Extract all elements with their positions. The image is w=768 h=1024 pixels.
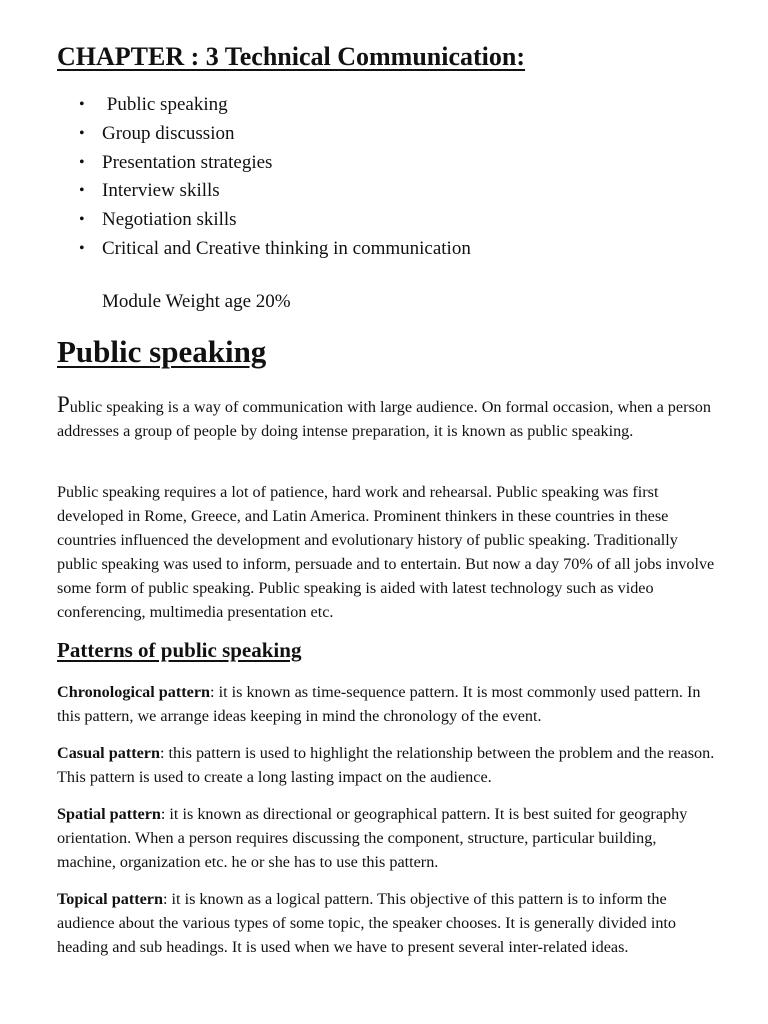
list-item — [57, 120, 471, 149]
pattern-description: : it is known as directional or geographical pattern. It is best suited for geography orientation. When a person requires discussing the component, structure, particular building, machine, organization etc. he or she has to use this pattern. — [57, 805, 688, 871]
bullet-icon: • — [79, 239, 85, 257]
pattern-spatial — [57, 802, 717, 874]
bullet-icon: • — [79, 211, 85, 229]
pattern-term: Topical pattern — [57, 890, 163, 908]
list-item — [57, 206, 471, 235]
topic-label: Public speaking — [102, 94, 228, 115]
section-title-public-speaking: Public speaking — [57, 334, 267, 369]
list-item — [57, 177, 471, 206]
list-item — [57, 91, 471, 120]
list-item — [57, 149, 471, 178]
bullet-icon: • — [79, 124, 85, 142]
pattern-term: Spatial pattern — [57, 805, 161, 823]
pattern-term: Chronological pattern — [57, 683, 211, 701]
patterns-title: Patterns of public speaking — [57, 638, 302, 662]
pattern-description: : it is known as a logical pattern. This objective of this pattern is to inform the audience about the various types of some topic, the speaker chooses. It is generally divided into heading and sub headings. It is used when we have to present several inter-related ideas. — [57, 890, 676, 956]
pattern-description: : it is known as time-sequence pattern. It is most commonly used pattern. In this pattern, we arrange ideas keeping in mind the chronology of the event. — [57, 683, 701, 725]
topic-list — [57, 91, 471, 264]
bullet-icon: • — [79, 182, 85, 200]
chapter-title: CHAPTER : 3 Technical Communication: — [57, 42, 526, 71]
drop-cap: P — [57, 392, 70, 417]
intro-paragraph — [57, 393, 717, 443]
history-paragraph: Public speaking requires a lot of patience, hard work and rehearsal. Public speaking was first developed in Rome, Greece, and Latin America. Prominent thinkers in these countries in these countries influenced the development and evolutionary history of public speaking. Traditionally public speaking was used to inform, persuade and to entertain. But now a day 70% of all jobs involve some form of public speaking. Public speaking is aided with latest technology such as video conferencing, multimedia presentation etc. — [57, 483, 715, 621]
module-weight: Module Weight age 20% — [102, 291, 291, 312]
bullet-icon: • — [79, 153, 85, 171]
pattern-chronological — [57, 680, 717, 728]
pattern-description: : this pattern is used to highlight the relationship between the problem and the reason. This pattern is used to create a long lasting impact on the audience. — [57, 744, 715, 786]
topic-label: Interview skills — [102, 180, 220, 202]
topic-label: Presentation strategies — [102, 151, 273, 173]
topic-label: Critical and Creative thinking in communication — [102, 237, 471, 259]
topic-label: Negotiation skills — [102, 209, 237, 231]
pattern-casual — [57, 741, 717, 789]
intro-text: ublic speaking is a way of communication with large audience. On formal occasion, when a person addresses a group of people by doing intense preparation, it is known as public speaking. — [57, 398, 711, 440]
pattern-topical — [57, 887, 717, 959]
topic-label: Group discussion — [102, 122, 235, 144]
list-item — [57, 235, 471, 264]
pattern-term: Casual pattern — [57, 744, 160, 762]
bullet-icon: • — [79, 96, 85, 113]
